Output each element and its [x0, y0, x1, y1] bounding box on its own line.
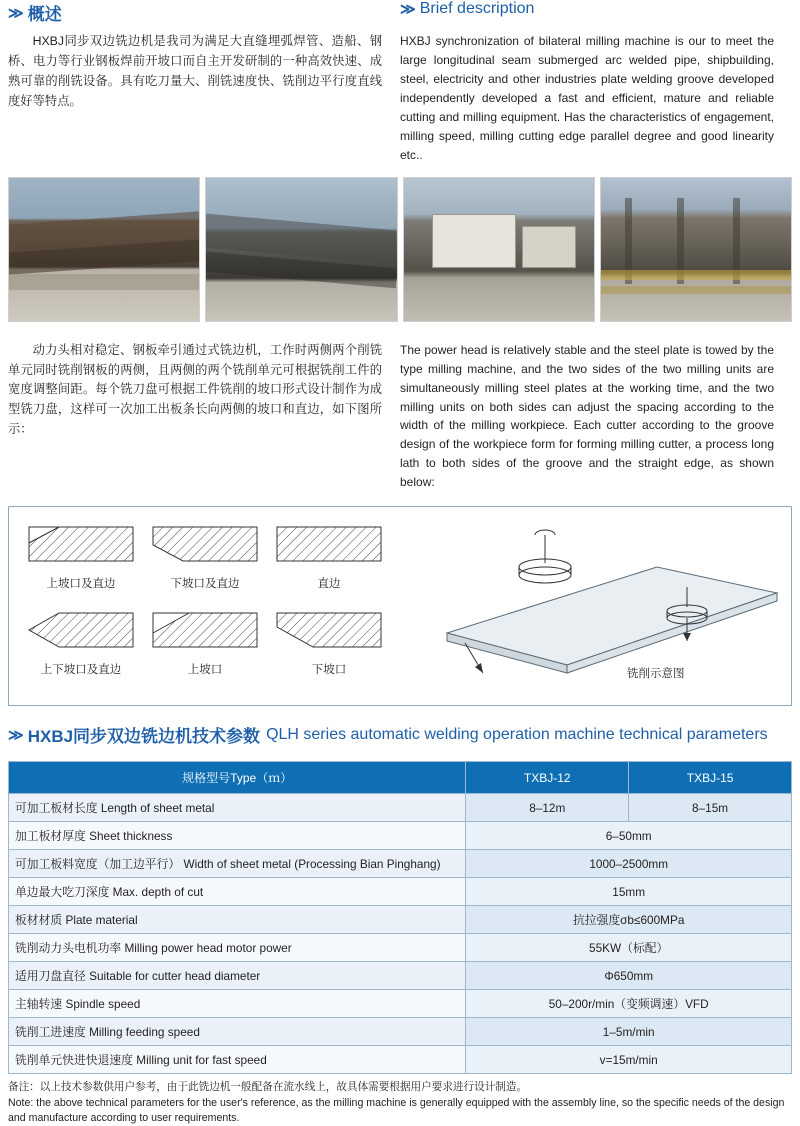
row-label-cn: 可加工板材长度 — [15, 801, 98, 816]
groove-shape-caption: 上坡口 — [187, 664, 223, 677]
table-header-row — [9, 762, 792, 794]
shape-icon — [149, 607, 261, 653]
photo-detail — [432, 214, 516, 268]
groove-shape-row — [19, 607, 391, 677]
row-label — [9, 822, 466, 850]
shape-icon — [25, 607, 137, 653]
table-row — [9, 878, 792, 906]
row-label-en: Length of sheet metal — [100, 801, 215, 816]
groove-shape-double-bevel-straight — [19, 607, 143, 677]
photo-detail — [601, 270, 791, 280]
photo-detail — [9, 274, 199, 290]
row-label-cn: 板材材质 — [15, 913, 63, 928]
row-label-cn: 加工板材厚度 — [15, 829, 86, 844]
chevron-icon: ≫ — [400, 1, 414, 18]
row-value-1: 8–12m — [466, 794, 629, 822]
groove-shape-up-bevel-straight — [19, 521, 143, 591]
table-row — [9, 934, 792, 962]
overview-heading-en-col — [400, 0, 774, 25]
note-en: Note: the above technical parameters for the user's reference, as the milling machine is generally equipped with the assembly line, so the specific needs of the design and manufacture according to user requirements. — [8, 1096, 785, 1125]
photo-production-line — [600, 177, 792, 322]
groove-shape-caption: 直边 — [317, 578, 341, 591]
overview-body-cn-col — [8, 25, 382, 165]
groove-shape-caption: 上下坡口及直边 — [40, 664, 122, 677]
photo-steel-plate-stack — [8, 177, 200, 322]
overview-heading-en — [400, 0, 774, 18]
overview-body-en-col — [400, 25, 774, 165]
row-label — [9, 1046, 466, 1074]
row-label-en: Sheet thickness — [89, 829, 173, 844]
overview-heading-cn-col — [8, 0, 382, 25]
row-label-en: Milling power head motor power — [124, 941, 292, 956]
power-head-body — [8, 334, 792, 493]
photo-detail — [601, 286, 791, 294]
note-cn: 备注：以上技术参数供用户参考，由于此铣边机一般配备在流水线上，故具体需要根据用户要求进行设计制造。 — [8, 1081, 528, 1094]
row-value-2: 8–15m — [629, 794, 792, 822]
groove-shape-straight-edge — [267, 521, 391, 591]
diagram-caption: 铣削示意图 — [627, 668, 685, 681]
table-row — [9, 990, 792, 1018]
col-header-txbj15: TXBJ-15 — [629, 762, 792, 794]
row-value-span: 6–50mm — [466, 822, 792, 850]
params-title-cn: HXBJ同步双边铣边机技术参数 — [27, 727, 261, 747]
table-row — [9, 850, 792, 878]
shape-icon — [273, 607, 385, 653]
power-head-en-col — [400, 334, 774, 493]
shape-icon — [25, 521, 137, 567]
groove-shape-up-bevel — [143, 607, 267, 677]
row-value-span: v=15m/min — [466, 1046, 792, 1074]
row-label-en: Suitable for cutter head diameter — [89, 969, 261, 984]
row-label-cn: 可加工板料宽度（加工边平行） — [15, 857, 181, 872]
photo-detail — [522, 226, 576, 268]
row-label — [9, 962, 466, 990]
groove-shape-row — [19, 521, 391, 591]
table-row — [9, 906, 792, 934]
row-label-en: Spindle speed — [65, 997, 141, 1012]
table-row — [9, 794, 792, 822]
photo-milling-unit-closeup — [403, 177, 595, 322]
row-label — [9, 906, 466, 934]
table-row — [9, 1018, 792, 1046]
groove-diagram-panel — [8, 506, 792, 706]
row-label — [9, 1018, 466, 1046]
params-title-en: QLH series automatic welding operation machine technical parameters — [266, 725, 768, 743]
table-row — [9, 962, 792, 990]
row-label-cn: 适用刀盘直径 — [15, 969, 86, 984]
row-value-span: 15mm — [466, 878, 792, 906]
row-value-span: Φ650mm — [466, 962, 792, 990]
groove-shape-caption: 下坡口 — [311, 664, 347, 677]
row-label-cn: 单边最大吃刀深度 — [15, 885, 110, 900]
milling-illustration — [407, 515, 787, 705]
col-header-type: 规格型号Type（ｍ） — [9, 762, 466, 794]
table-row — [9, 822, 792, 850]
overview-heading-cn — [8, 0, 382, 25]
row-value-span: 55KW（标配） — [466, 934, 792, 962]
row-label-cn: 铣削工进速度 — [15, 1025, 86, 1040]
col-header-txbj12: TXBJ-12 — [466, 762, 629, 794]
row-label-cn: 主轴转速 — [15, 997, 63, 1012]
row-label — [9, 850, 466, 878]
shape-icon — [273, 521, 385, 567]
row-value-span: 1000–2500mm — [466, 850, 792, 878]
row-label-cn: 铣削单元快进快退速度 — [15, 1053, 133, 1068]
power-head-text-cn: 动力头相对稳定、钢板牵引通过式铣边机，工作时两侧两个削铣单元同时铣削钢板的两侧，且两侧的两个铣削单元可根据铣削工件的宽度调整间距。每个铣刀盘可根据工件铣削的坡口形式设计制作为成型铣刀盘，这样可一次加工出板条长向两侧的坡口和直边，如下图所示： — [8, 342, 382, 437]
table-row — [9, 1046, 792, 1074]
overview-text-en: HXBJ synchronization of bilateral milling machine is our to meet the large longitudinal seam submerged arc welded pipe, shipbuilding, steel, electricity and other industries plate welding groove developed independently developed a fast and efficient, mature and reliable cutting and milling equipment. Has the characteristics of engagement, milling speed, milling cutting edge parallel degree and good linearity etc.. — [400, 34, 774, 162]
power-head-cn-col — [8, 334, 382, 493]
overview-body — [8, 25, 792, 165]
row-label — [9, 794, 466, 822]
params-table-body — [9, 794, 792, 1074]
params-table — [8, 761, 792, 1074]
groove-shape-caption: 下坡口及直边 — [170, 578, 240, 591]
overview-headings — [8, 0, 792, 25]
power-head-text-en: The power head is relatively stable and the steel plate is towed by the type milling machine, and the two sides of the two milling units are simultaneously milling steel plates at the working time, and the two milling units on both sides can adjust the spacing according to the width of the milling workpiece. Each cutter according to the groove design of the workpiece form for forming milling cutter, a process long lath to both sides of the groove and the straight edge, as shown below: — [400, 342, 774, 490]
groove-shape-down-bevel-straight — [143, 521, 267, 591]
chevron-icon: ≫ — [8, 726, 22, 744]
row-label — [9, 878, 466, 906]
row-label-cn: 铣削动力头电机功率 — [15, 941, 122, 956]
groove-shape-grid — [19, 521, 391, 677]
photo-strip — [8, 177, 792, 322]
params-table-wrap — [8, 761, 792, 1074]
params-note — [8, 1080, 792, 1126]
overview-text-cn: HXBJ同步双边铣边机是我司为满足大直缝埋弧焊管、造船、钢桥、电力等行业钢板焊前开坡口而自主开发研制的一种高效快速、成熟可靠的削铣设备。具有吃刀量大、削铣速度快、铣削边平行度直线度好等特点。 — [8, 34, 382, 108]
row-label — [9, 934, 466, 962]
row-label-en: Width of sheet metal (Processing Bian Pinghang) — [183, 857, 441, 872]
row-label — [9, 990, 466, 1018]
row-label-en: Max. depth of cut — [112, 885, 204, 900]
params-heading — [8, 722, 792, 747]
row-label-en: Milling unit for fast speed — [136, 1053, 267, 1068]
row-value-span: 1–5m/min — [466, 1018, 792, 1046]
shape-icon — [149, 521, 261, 567]
row-value-span: 抗拉强度σb≤600MPa — [466, 906, 792, 934]
overview-title-cn: 概述 — [27, 5, 62, 24]
photo-milling-machine-plate — [205, 177, 397, 322]
row-value-span: 50–200r/min（变频调速）VFD — [466, 990, 792, 1018]
overview-title-en: Brief description — [419, 0, 535, 17]
groove-shape-caption: 上坡口及直边 — [46, 578, 116, 591]
groove-shape-down-bevel — [267, 607, 391, 677]
chevron-icon: ≫ — [8, 4, 22, 22]
row-label-en: Plate material — [65, 913, 138, 928]
params-table-head — [9, 762, 792, 794]
row-label-en: Milling feeding speed — [89, 1025, 200, 1040]
